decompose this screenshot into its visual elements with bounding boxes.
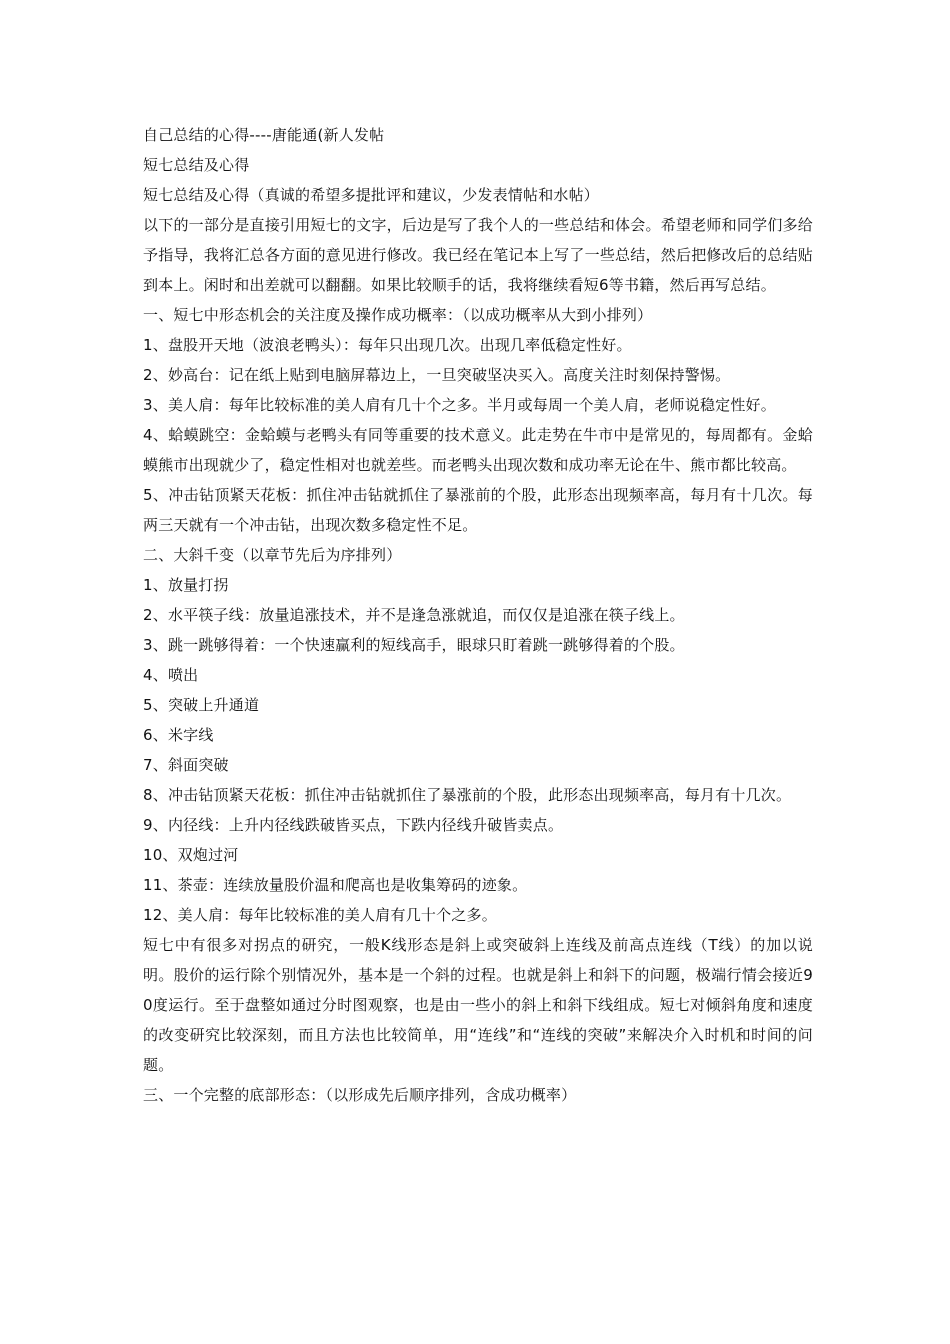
section-heading-2: 二、大斜千变（以章节先后为序排列） — [143, 546, 402, 564]
list-item: 7、斜面突破 — [143, 756, 229, 774]
list-item: 3、跳一跳够得着：一个快速赢利的短线高手，眼球只盯着跳一跳够得着的个股。 — [143, 636, 685, 654]
list-item: 9、内径线：上升内径线跌破皆买点，下跌内径线升破皆卖点。 — [143, 816, 564, 834]
list-item: 5、突破上升通道 — [143, 696, 260, 714]
list-item: 1、放量打拐 — [143, 576, 229, 594]
list-item: 4、喷出 — [143, 666, 199, 684]
doc-title: 自己总结的心得----唐能通(新人发帖 — [143, 126, 385, 144]
analysis-paragraph: 短七中有很多对拐点的研究，一般K线形态是斜上或突破斜上连线及前高点连线（T线）的加以说明。股价的运行除个别情况外，基本是一个斜的过程。也就是斜上和斜下的问题，极端行情会接近90度运行。至于盘整如通过分时图观察，也是由一些小的斜上和斜下线组成。短七对倾斜角度和速度的改变研究比较深刻，而且方法也比较简单，用“连线”和“连线的突破”来解决介入时机和时间的问题。 — [143, 936, 813, 1074]
intro-paragraph: 以下的一部分是直接引用短七的文字，后边是写了我个人的一些总结和体会。希望老师和同学们多给予指导，我将汇总各方面的意见进行修改。我已经在笔记本上写了一些总结，然后把修改后的总结贴到本上。闲时和出差就可以翻翻。如果比较顺手的话，我将继续看短6等书籍，然后再写总结。 — [143, 216, 813, 294]
list-item: 2、妙高台：记在纸上贴到电脑屏幕边上，一旦突破坚决买入。高度关注时刻保持警惕。 — [143, 366, 731, 384]
list-item: 1、盘股开天地（波浪老鸭头）：每年只出现几次。出现几率低稳定性好。 — [143, 336, 632, 354]
list-item: 8、冲击钻顶紧天花板：抓住冲击钻就抓住了暴涨前的个股，此形态出现频率高，每月有十几次。 — [143, 786, 792, 804]
doc-subtitle: 短七总结及心得 — [143, 156, 250, 174]
list-item: 11、茶壶：连续放量股价温和爬高也是收集筹码的迹象。 — [143, 876, 528, 894]
list-item: 5、冲击钻顶紧天花板：抓住冲击钻就抓住了暴涨前的个股，此形态出现频率高，每月有十几次。每两三天就有一个冲击钻，出现次数多稳定性不足。 — [143, 486, 813, 534]
document-body — [143, 120, 813, 1110]
list-item: 4、蛤蟆跳空：金蛤蟆与老鸭头有同等重要的技术意义。此走势在牛市中是常见的，每周都有。金蛤蟆熊市出现就少了，稳定性相对也就差些。而老鸭头出现次数和成功率无论在牛、熊市都比较高。 — [143, 426, 813, 474]
list-item: 12、美人肩：每年比较标准的美人肩有几十个之多。 — [143, 906, 497, 924]
list-item: 6、米字线 — [143, 726, 214, 744]
doc-heading: 短七总结及心得（真诚的希望多提批评和建议，少发表情帖和水帖） — [143, 186, 600, 204]
list-item: 10、双炮过河 — [143, 846, 239, 864]
list-item: 2、水平筷子线：放量追涨技术，并不是逢急涨就追，而仅仅是追涨在筷子线上。 — [143, 606, 685, 624]
list-item: 3、美人肩：每年比较标准的美人肩有几十个之多。半月或每周一个美人肩，老师说稳定性好。 — [143, 396, 776, 414]
section-heading-1: 一、短七中形态机会的关注度及操作成功概率：（以成功概率从大到小排列） — [143, 306, 653, 324]
section-heading-3: 三、一个完整的底部形态：（以形成先后顺序排列，含成功概率） — [143, 1086, 577, 1104]
